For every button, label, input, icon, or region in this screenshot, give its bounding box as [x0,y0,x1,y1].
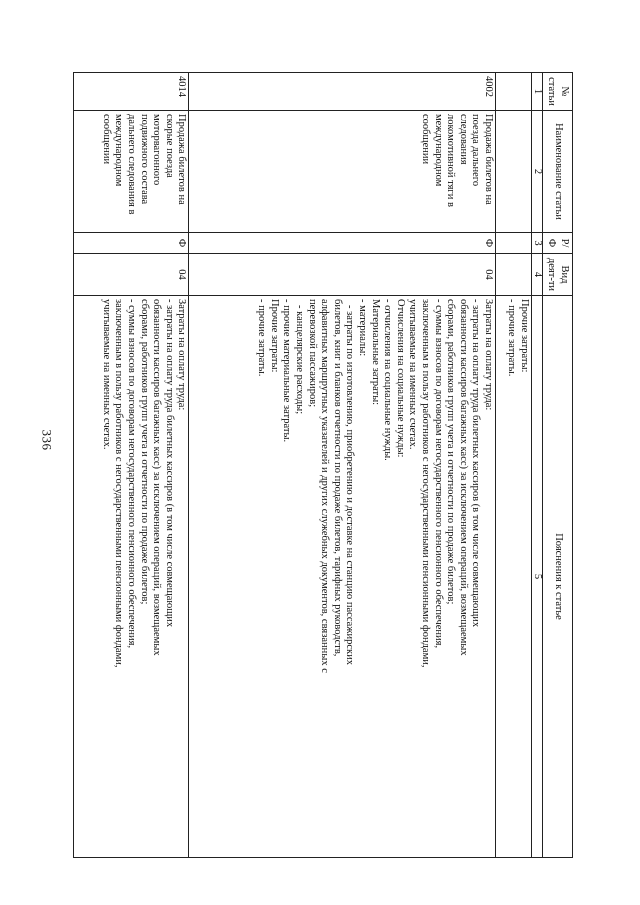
explanation-line: Прочие затраты: [519,299,530,373]
explanation-line: Отчисления на социальные нужды: [394,299,406,458]
column-number: 1 [532,73,543,111]
explanation-line: Материальные затраты: [369,299,381,406]
explanation-line: Затраты на оплату труда: [483,299,494,411]
item-code [496,73,532,111]
column-number: 2 [532,111,543,233]
item-activity [496,254,532,296]
explanation-line: сборами, работников групп учета и отчетности по продаже билетов; [138,299,150,605]
explanation-line: - канцелярские расходы; [294,305,306,415]
column-number-row [532,73,543,858]
item-activity: 04 [189,254,496,296]
table-row [74,73,189,858]
explanation-line: билетов, книг и бланков отчетности по продаже билетов, тарифных руководств, [331,299,343,657]
explanation-line: - прочие затраты. [506,299,518,377]
explanation-line: заключенным в пользу работников с негосударственными пенсионными фондами, [420,299,432,668]
expense-items-table [73,72,573,858]
item-name: Продажа билетов на поезда дальнего следования локомотивной тяги в международном сообщении [189,111,496,233]
item-explanation [189,296,496,858]
explanation-line: перевозкой пассажиров; [306,299,318,408]
item-code: 4002 [189,73,496,111]
header-item-number: № статьи [543,73,573,111]
explanation-line: учитываемые на именных счетах. [100,299,112,450]
explanation-line: - суммы взносов по договорам негосударственного пенсионного обеспечения, [126,299,137,649]
explanation-line: Прочие затраты: [268,299,280,373]
explanation-line: - затраты на оплату труда билетных кассиров (в том числе совмещающих [470,299,482,628]
explanation-line: - отчисления на социальные нужды. [382,299,394,461]
explanation-line: - материалы: [357,299,369,357]
item-activity: 04 [74,254,189,296]
explanation-line: - затраты по изготовлению, приобретению и доставке на станцию пассажирских [344,305,356,666]
explanation-line: учитываемые на именных счетах. [407,299,419,450]
explanation-line: - суммы взносов по договорам негосударственного пенсионного обеспечения, [432,299,444,649]
header-row [543,73,573,858]
explanation-line: - прочие материальные затраты. [281,299,293,443]
header-explanation: Пояснения к статье [543,296,573,858]
explanation-line: обязанности кассиров багажных касс) за исключением операций, возмещаемых [457,299,469,656]
explanation-line: заключенным в пользу работников с негосударственными пенсионными фондами, [113,299,125,668]
header-item-name: Наименование статьи [543,111,573,233]
explanation-line: алфавитных маршрутных указателей и других служебных документов, связанных с [319,299,331,673]
item-explanation [74,296,189,858]
table-row [496,73,532,858]
column-number: 5 [532,296,543,858]
column-number: 3 [532,233,543,254]
column-number: 4 [532,254,543,296]
item-rf [496,233,532,254]
page-number: 336 [39,429,55,451]
table-row [189,73,496,858]
item-rf: Ф [189,233,496,254]
explanation-line: - прочие затраты. [256,299,268,377]
explanation-line: Затраты на оплату труда: [176,299,188,411]
explanation-line: - затраты на оплату труда билетных кассиров (в том числе совмещающих [163,299,175,628]
item-name [496,111,532,233]
header-rf: Р/ Ф [543,233,573,254]
item-code: 4014 [74,73,189,111]
item-rf: Ф [74,233,189,254]
item-name: Продажа билетов на скорые поезда моторвагонного подвижного состава дальнего следования в международном сообщении [74,111,189,233]
rotated-table-container [73,72,573,858]
explanation-line: сборами, работников групп учета и отчетности по продаже билетов; [445,299,457,605]
explanation-line: обязанности кассиров багажных касс) за исключением операций, возмещаемых [151,299,163,656]
header-activity-type: Вид деят-ти [543,254,573,296]
item-explanation [496,296,532,858]
